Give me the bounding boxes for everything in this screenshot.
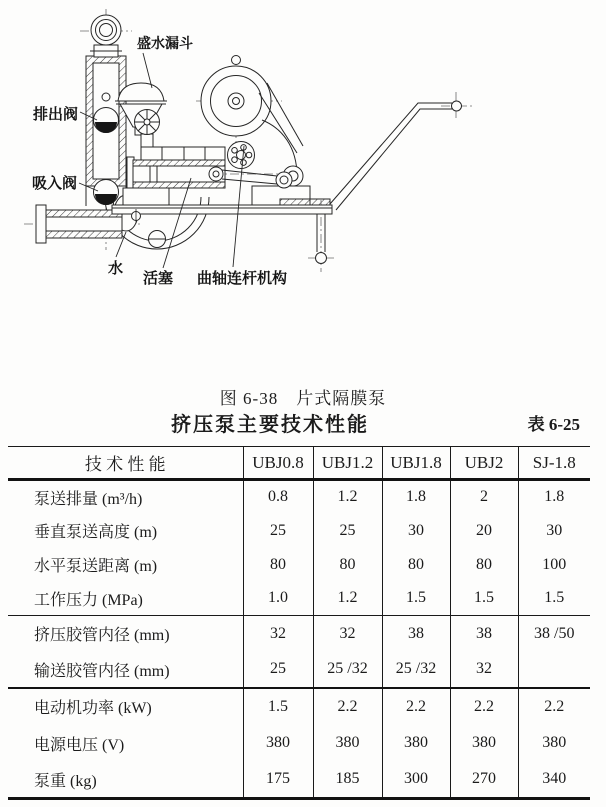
header-spec: 技 术 性 能 [8,447,243,480]
table-row [8,725,590,762]
table-row [8,548,590,582]
cell: 380 [313,725,382,762]
row-label: 水平泵送距离 (m) [34,558,158,575]
cell: 380 [450,725,518,762]
cell: 1.8 [382,480,450,514]
spec-table [8,446,590,800]
cell: 300 [382,762,450,799]
pump-diagram [0,0,606,335]
handle [330,101,462,210]
row-label: 工作压力 (MPa) [8,582,243,616]
cell: 2.2 [518,688,590,725]
cell: 30 [518,514,590,548]
cell: 380 [518,725,590,762]
cell: 100 [518,548,590,582]
cell: 80 [243,548,313,582]
table-row [8,514,590,548]
cell: 185 [313,762,382,799]
suction-valve [94,180,119,206]
cell: 2.2 [450,688,518,725]
table-number: 表 6-25 [527,415,580,434]
table-row [8,652,590,688]
hand-wheel [135,110,160,148]
cell: 0.8 [243,480,313,514]
cell: 380 [382,725,450,762]
top-plate [141,147,225,160]
cell: 20 [450,514,518,548]
header-model: SJ-1.8 [518,447,590,480]
cell: 340 [518,762,590,799]
cell: 1.8 [518,480,590,514]
crank-housing [252,120,310,205]
cell: 32 [243,616,313,652]
suction-pipe [36,205,122,243]
table-header-row [8,447,590,480]
label-suction-valve: 吸入阀 [32,176,78,192]
cell: 270 [450,762,518,799]
cell: 32 [450,652,518,688]
connecting-rod [222,170,292,188]
cell: 1.2 [313,582,382,616]
cell: 25 [243,652,313,688]
table-row [8,688,590,725]
row-label: 垂直泵送高度 (m) [34,524,158,541]
row-label: 电源电压 (V) [34,736,125,754]
cell: 38 [450,616,518,652]
table-title: 挤压泵主要技术性能 [171,414,369,436]
cell: 25 /32 [313,652,382,688]
header-model: UBJ2 [450,447,518,480]
figure-caption-number: 图 6-38 [219,389,279,408]
pressure-gauge [91,15,121,45]
figure-caption-title: 片式隔膜泵 [296,389,387,408]
cell: 25 [313,514,382,548]
cell: 25 [243,514,313,548]
label-discharge-valve: 排出阀 [33,107,79,123]
label-crank-mechanism: 曲轴连杆机构 [197,271,288,287]
cell: 1.5 [518,582,590,616]
piston-cylinder [127,157,225,191]
label-water: 水 [108,261,124,277]
cell: 1.0 [243,582,313,616]
row-label: 挤压胶管内径 (mm) [34,627,170,645]
figure-caption [0,384,606,409]
label-funnel: 盛水漏斗 [137,37,193,52]
label-piston: 活塞 [143,271,174,287]
row-label: 泵重 (kg) [34,772,97,790]
cell: 80 [450,548,518,582]
table-row [8,616,590,652]
table-row [8,762,590,799]
cell: 2.2 [382,688,450,725]
cell: 32 [313,616,382,652]
cell: 25 /32 [382,652,450,688]
cell: 1.2 [313,480,382,514]
header-model: UBJ1.2 [313,447,382,480]
cell: 38 [382,616,450,652]
cell: 1.5 [382,582,450,616]
cell: 80 [382,548,450,582]
row-label: 输送胶管内径 (mm) [8,652,243,688]
header-model: UBJ1.8 [382,447,450,480]
row-label: 电动机功率 (kW) [34,700,152,717]
cell: 2 [450,480,518,514]
cell: 30 [382,514,450,548]
flywheel [201,56,303,154]
cell: 1.5 [450,582,518,616]
cell: 175 [243,762,313,799]
cell: 38 /50 [518,616,590,652]
header-model: UBJ0.8 [243,447,313,480]
cell: 2.2 [313,688,382,725]
cell: 1.5 [243,688,313,725]
table-row [8,582,590,616]
row-label: 泵送排量 (m³/h) [34,490,143,508]
table-row [8,480,590,514]
cell: 80 [313,548,382,582]
cell [518,652,590,688]
crank-disc [228,142,255,169]
cell: 380 [243,725,313,762]
